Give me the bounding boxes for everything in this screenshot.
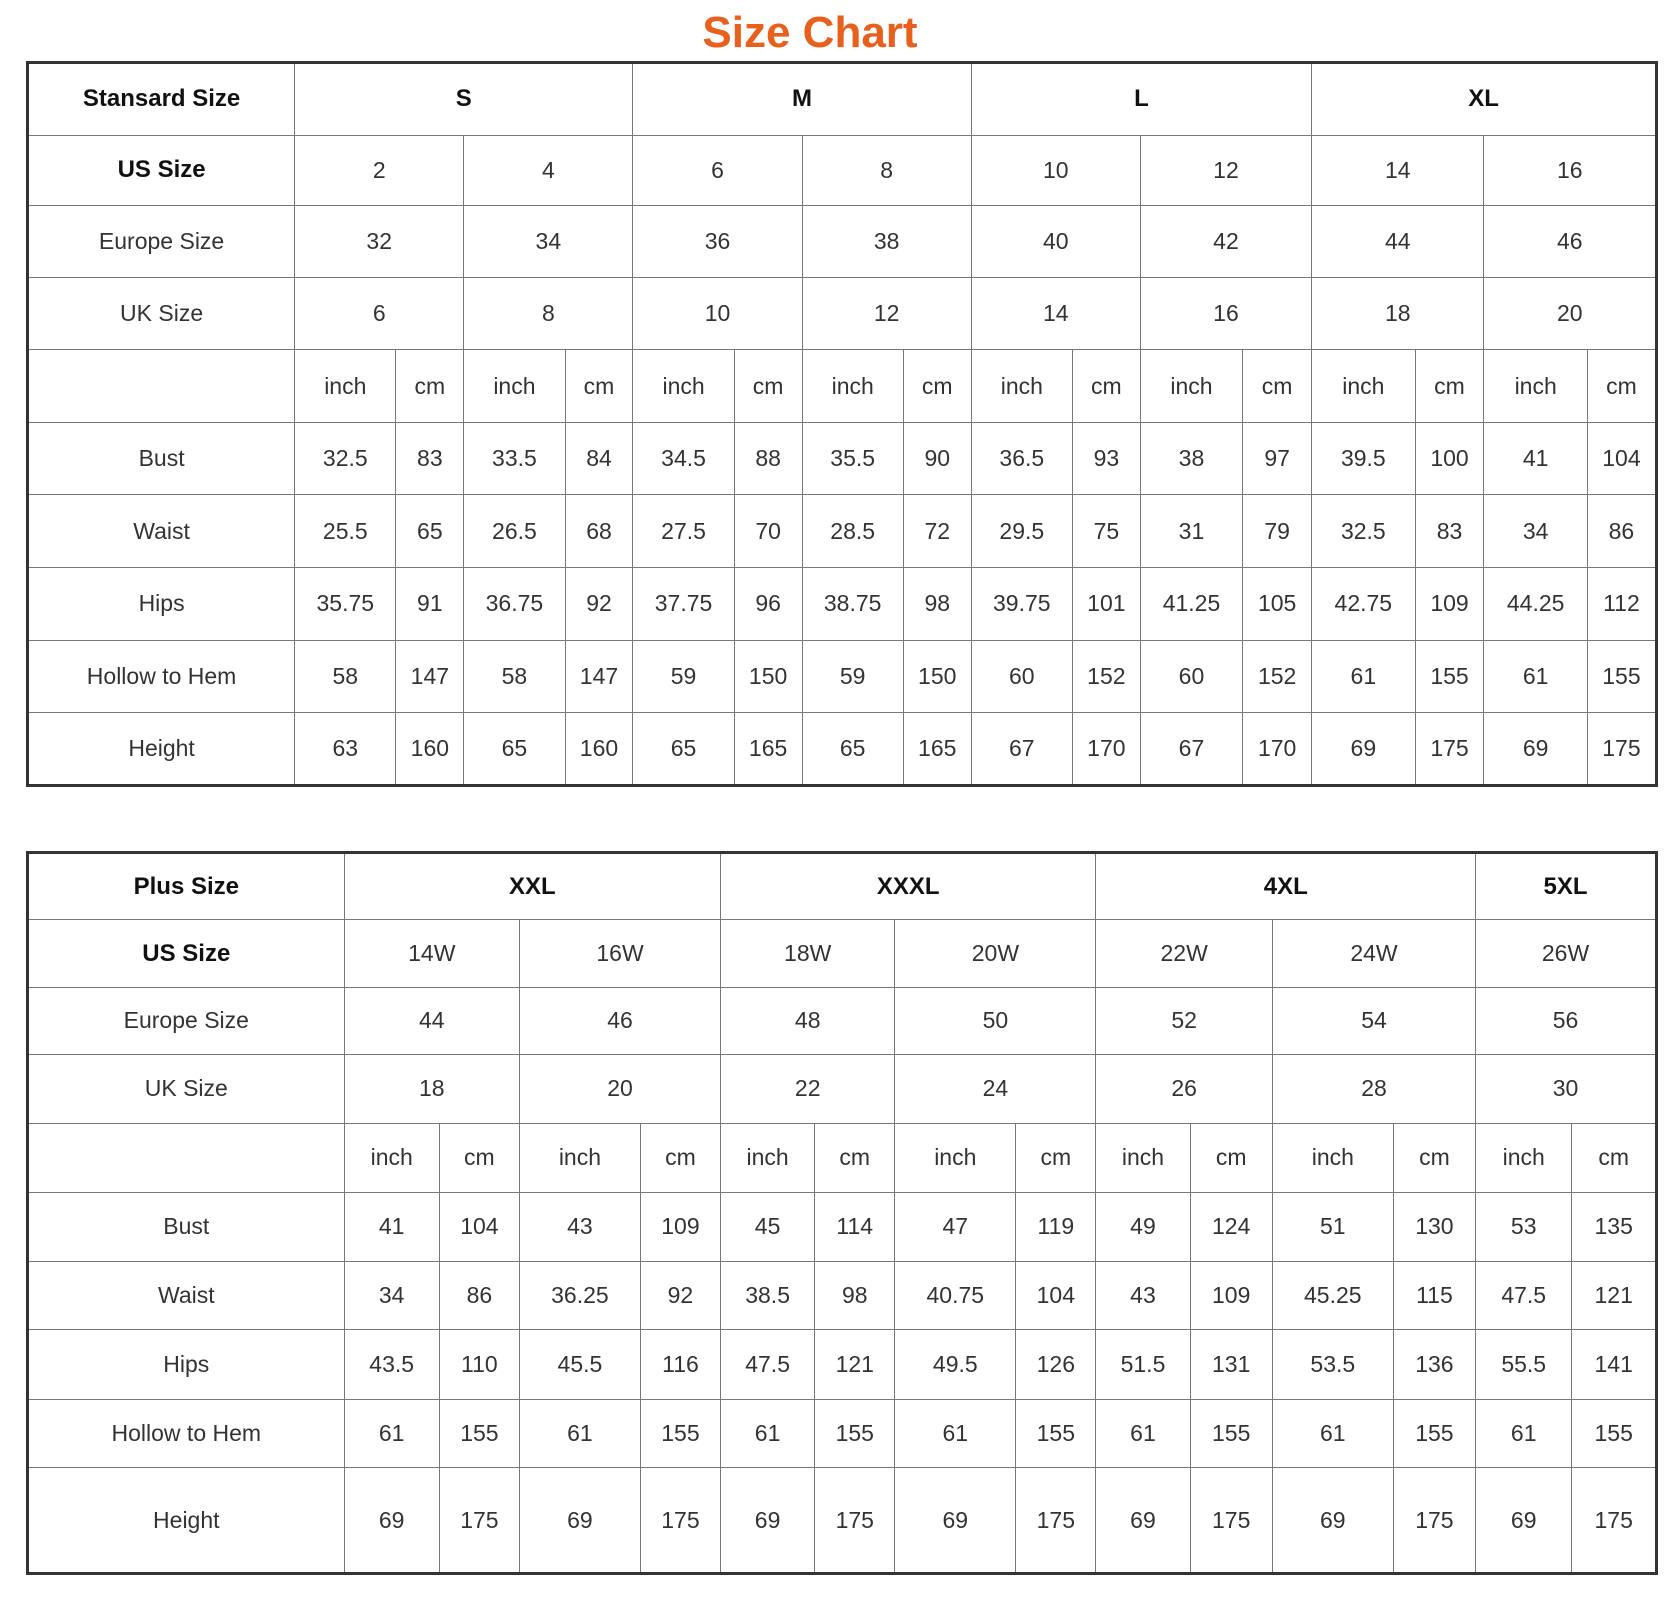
measurement-value: 165 <box>734 713 802 786</box>
unit-cm-cell: cm <box>903 350 971 423</box>
measurement-value: 155 <box>1587 640 1656 713</box>
measurement-value: 90 <box>903 422 971 495</box>
measurement-value: 101 <box>1072 568 1140 641</box>
measurement-value: 155 <box>1415 640 1484 713</box>
unit-inch-cell: inch <box>1476 1123 1572 1193</box>
measurement-value: 170 <box>1243 713 1312 786</box>
measurement-value: 150 <box>903 640 971 713</box>
measurement-value: 175 <box>439 1468 519 1574</box>
measurement-value: 69 <box>344 1468 439 1574</box>
size-cell: 26 <box>1096 1055 1272 1123</box>
size-group-header: S <box>295 63 633 136</box>
measurement-value: 33.5 <box>464 422 565 495</box>
size-cell: 24W <box>1272 920 1475 987</box>
size-cell: 18W <box>721 920 895 987</box>
measurement-value: 92 <box>565 568 633 641</box>
size-cell: 30 <box>1476 1055 1657 1123</box>
measurement-value: 65 <box>802 713 903 786</box>
measurement-value: 69 <box>519 1468 640 1574</box>
measurement-value: 147 <box>565 640 633 713</box>
unit-cm-cell: cm <box>734 350 802 423</box>
measurement-value: 135 <box>1572 1193 1657 1261</box>
measurement-value: 41.25 <box>1140 568 1242 641</box>
measurement-value: 60 <box>1140 640 1242 713</box>
measurement-value: 126 <box>1016 1330 1096 1400</box>
unit-inch-cell: inch <box>1312 350 1415 423</box>
measurement-value: 61 <box>1272 1399 1393 1467</box>
row-label: UK Size <box>28 1055 345 1123</box>
measurement-value: 63 <box>295 713 396 786</box>
measurement-value: 47.5 <box>1476 1261 1572 1329</box>
measurement-label: Bust <box>28 1193 345 1261</box>
size-cell: 50 <box>895 987 1096 1054</box>
measurement-row <box>28 1330 1657 1400</box>
measurement-value: 38 <box>1140 422 1242 495</box>
measurement-value: 79 <box>1243 495 1312 568</box>
measurement-value: 69 <box>895 1468 1016 1574</box>
size-cell: 12 <box>802 277 971 350</box>
measurement-value: 67 <box>971 713 1072 786</box>
measurement-value: 29.5 <box>971 495 1072 568</box>
measurement-value: 75 <box>1072 495 1140 568</box>
measurement-value: 58 <box>295 640 396 713</box>
measurement-value: 31 <box>1140 495 1242 568</box>
measurement-label: Hollow to Hem <box>28 640 295 713</box>
unit-inch-cell: inch <box>344 1123 439 1193</box>
measurement-label: Waist <box>28 495 295 568</box>
unit-cm-cell: cm <box>1415 350 1484 423</box>
measurement-value: 45.5 <box>519 1330 640 1400</box>
size-cell: 16 <box>1484 135 1657 205</box>
us-size-row <box>28 920 1657 987</box>
measurement-value: 175 <box>1587 713 1656 786</box>
size-cell: 8 <box>802 135 971 205</box>
unit-cm-cell: cm <box>1587 350 1656 423</box>
unit-cm-cell: cm <box>1572 1123 1657 1193</box>
size-cell: 54 <box>1272 987 1475 1054</box>
measurement-value: 155 <box>815 1399 895 1467</box>
us-size-row <box>28 135 1657 205</box>
size-cell: 20 <box>519 1055 720 1123</box>
size-cell: 48 <box>721 987 895 1054</box>
unit-inch-cell: inch <box>1484 350 1587 423</box>
measurement-value: 45.25 <box>1272 1261 1393 1329</box>
page-title: Size Chart <box>702 8 918 57</box>
measurement-value: 65 <box>633 713 734 786</box>
measurement-value: 92 <box>640 1261 720 1329</box>
measurement-value: 61 <box>895 1399 1016 1467</box>
size-cell: 22 <box>721 1055 895 1123</box>
measurement-value: 70 <box>734 495 802 568</box>
measurement-label: Height <box>28 1468 345 1574</box>
measurement-value: 175 <box>640 1468 720 1574</box>
unit-inch-cell: inch <box>464 350 565 423</box>
measurement-value: 104 <box>439 1193 519 1261</box>
measurement-value: 55.5 <box>1476 1330 1572 1400</box>
measurement-value: 69 <box>1096 1468 1190 1574</box>
measurement-value: 43 <box>519 1193 640 1261</box>
measurement-row <box>28 1261 1657 1329</box>
measurement-value: 121 <box>815 1330 895 1400</box>
measurement-value: 155 <box>1190 1399 1272 1467</box>
measurement-value: 131 <box>1190 1330 1272 1400</box>
measurement-value: 175 <box>1190 1468 1272 1574</box>
size-group-header: XXXL <box>721 853 1096 920</box>
measurement-value: 155 <box>1016 1399 1096 1467</box>
measurement-value: 175 <box>1016 1468 1096 1574</box>
size-cell: 28 <box>1272 1055 1475 1123</box>
measurement-label: Bust <box>28 422 295 495</box>
measurement-value: 110 <box>439 1330 519 1400</box>
measurement-value: 61 <box>344 1399 439 1467</box>
measurement-value: 160 <box>396 713 464 786</box>
size-cell: 40 <box>971 206 1140 278</box>
plus-size-table <box>26 851 1658 1575</box>
measurement-value: 34.5 <box>633 422 734 495</box>
measurement-label: Hollow to Hem <box>28 1399 345 1467</box>
measurement-value: 53.5 <box>1272 1330 1393 1400</box>
unit-cm-cell: cm <box>1016 1123 1096 1193</box>
size-cell: 18 <box>344 1055 519 1123</box>
measurement-value: 69 <box>1312 713 1415 786</box>
size-cell: 38 <box>802 206 971 278</box>
unit-inch-cell: inch <box>971 350 1072 423</box>
size-cell: 26W <box>1476 920 1657 987</box>
unit-cm-cell: cm <box>439 1123 519 1193</box>
size-group-header: 4XL <box>1096 853 1476 920</box>
measurement-value: 152 <box>1072 640 1140 713</box>
measurement-value: 68 <box>565 495 633 568</box>
standard-size-table <box>26 61 1658 787</box>
measurement-value: 38.75 <box>802 568 903 641</box>
measurement-value: 37.75 <box>633 568 734 641</box>
unit-cm-cell: cm <box>1393 1123 1475 1193</box>
size-group-header: 5XL <box>1476 853 1657 920</box>
measurement-value: 86 <box>439 1261 519 1329</box>
size-cell: 44 <box>344 987 519 1054</box>
measurement-row <box>28 713 1657 786</box>
measurement-value: 61 <box>1484 640 1587 713</box>
europe-size-row <box>28 206 1657 278</box>
unit-cm-cell: cm <box>565 350 633 423</box>
measurement-value: 49.5 <box>895 1330 1016 1400</box>
unit-inch-cell: inch <box>895 1123 1016 1193</box>
measurement-value: 83 <box>396 422 464 495</box>
row-label: US Size <box>28 135 295 205</box>
size-group-header: XXL <box>344 853 720 920</box>
measurement-value: 36.75 <box>464 568 565 641</box>
measurement-value: 141 <box>1572 1330 1657 1400</box>
measurement-value: 39.5 <box>1312 422 1415 495</box>
europe-size-row <box>28 987 1657 1054</box>
size-cell: 8 <box>464 277 633 350</box>
unit-cm-cell: cm <box>1243 350 1312 423</box>
table-header-label: Stansard Size <box>28 63 295 136</box>
measurement-value: 72 <box>903 495 971 568</box>
size-cell: 20W <box>895 920 1096 987</box>
size-cell: 44 <box>1312 206 1484 278</box>
measurement-value: 104 <box>1016 1261 1096 1329</box>
measurement-value: 32.5 <box>1312 495 1415 568</box>
measurement-value: 44.25 <box>1484 568 1587 641</box>
measurement-value: 175 <box>1572 1468 1657 1574</box>
measurement-value: 160 <box>565 713 633 786</box>
measurement-value: 124 <box>1190 1193 1272 1261</box>
measurement-value: 41 <box>1484 422 1587 495</box>
unit-row <box>28 1123 1657 1193</box>
measurement-value: 47 <box>895 1193 1016 1261</box>
unit-inch-cell: inch <box>1140 350 1242 423</box>
measurement-value: 175 <box>815 1468 895 1574</box>
size-cell: 32 <box>295 206 464 278</box>
measurement-value: 98 <box>903 568 971 641</box>
measurement-value: 147 <box>396 640 464 713</box>
unit-row <box>28 350 1657 423</box>
unit-inch-cell: inch <box>721 1123 815 1193</box>
unit-row-label <box>28 1123 345 1193</box>
size-cell: 16 <box>1140 277 1311 350</box>
measurement-value: 43 <box>1096 1261 1190 1329</box>
size-cell: 52 <box>1096 987 1272 1054</box>
measurement-value: 155 <box>439 1399 519 1467</box>
measurement-value: 155 <box>640 1399 720 1467</box>
measurement-row <box>28 1468 1657 1574</box>
size-cell: 46 <box>519 987 720 1054</box>
measurement-value: 27.5 <box>633 495 734 568</box>
row-label: Europe Size <box>28 987 345 1054</box>
measurement-value: 109 <box>1190 1261 1272 1329</box>
measurement-value: 61 <box>1476 1399 1572 1467</box>
row-label: Europe Size <box>28 206 295 278</box>
measurement-value: 34 <box>1484 495 1587 568</box>
measurement-value: 25.5 <box>295 495 396 568</box>
measurement-value: 84 <box>565 422 633 495</box>
size-group-header: XL <box>1312 63 1657 136</box>
size-cell: 36 <box>633 206 802 278</box>
size-cell: 4 <box>464 135 633 205</box>
table-header-row <box>28 853 1657 920</box>
measurement-value: 152 <box>1243 640 1312 713</box>
measurement-value: 69 <box>1476 1468 1572 1574</box>
row-label: US Size <box>28 920 345 987</box>
measurement-value: 61 <box>1096 1399 1190 1467</box>
measurement-row <box>28 640 1657 713</box>
measurement-value: 150 <box>734 640 802 713</box>
measurement-row <box>28 1193 1657 1261</box>
measurement-label: Waist <box>28 1261 345 1329</box>
uk-size-row <box>28 1055 1657 1123</box>
unit-cm-cell: cm <box>640 1123 720 1193</box>
measurement-value: 114 <box>815 1193 895 1261</box>
measurement-value: 112 <box>1587 568 1656 641</box>
measurement-value: 39.75 <box>971 568 1072 641</box>
measurement-value: 116 <box>640 1330 720 1400</box>
measurement-value: 155 <box>1393 1399 1475 1467</box>
unit-cm-cell: cm <box>396 350 464 423</box>
measurement-value: 96 <box>734 568 802 641</box>
measurement-value: 170 <box>1072 713 1140 786</box>
size-group-header: M <box>633 63 971 136</box>
measurement-value: 121 <box>1572 1261 1657 1329</box>
unit-cm-cell: cm <box>815 1123 895 1193</box>
measurement-value: 38.5 <box>721 1261 815 1329</box>
size-cell: 6 <box>295 277 464 350</box>
measurement-row <box>28 568 1657 641</box>
measurement-value: 136 <box>1393 1330 1475 1400</box>
measurement-value: 69 <box>1484 713 1587 786</box>
measurement-value: 86 <box>1587 495 1656 568</box>
unit-inch-cell: inch <box>802 350 903 423</box>
measurement-value: 97 <box>1243 422 1312 495</box>
measurement-value: 130 <box>1393 1193 1475 1261</box>
size-cell: 56 <box>1476 987 1657 1054</box>
size-cell: 20 <box>1484 277 1657 350</box>
measurement-value: 155 <box>1572 1399 1657 1467</box>
measurement-value: 109 <box>1415 568 1484 641</box>
measurement-value: 93 <box>1072 422 1140 495</box>
size-cell: 42 <box>1140 206 1311 278</box>
measurement-value: 109 <box>640 1193 720 1261</box>
measurement-value: 60 <box>971 640 1072 713</box>
measurement-value: 165 <box>903 713 971 786</box>
unit-row-label <box>28 350 295 423</box>
measurement-value: 26.5 <box>464 495 565 568</box>
size-cell: 6 <box>633 135 802 205</box>
measurement-value: 105 <box>1243 568 1312 641</box>
unit-inch-cell: inch <box>1096 1123 1190 1193</box>
measurement-value: 36.5 <box>971 422 1072 495</box>
measurement-value: 115 <box>1393 1261 1475 1329</box>
measurement-value: 53 <box>1476 1193 1572 1261</box>
measurement-value: 40.75 <box>895 1261 1016 1329</box>
measurement-value: 36.25 <box>519 1261 640 1329</box>
unit-inch-cell: inch <box>519 1123 640 1193</box>
measurement-value: 88 <box>734 422 802 495</box>
measurement-value: 61 <box>519 1399 640 1467</box>
unit-inch-cell: inch <box>633 350 734 423</box>
uk-size-row <box>28 277 1657 350</box>
measurement-value: 41 <box>344 1193 439 1261</box>
measurement-value: 51.5 <box>1096 1330 1190 1400</box>
measurement-value: 43.5 <box>344 1330 439 1400</box>
measurement-value: 175 <box>1415 713 1484 786</box>
size-cell: 18 <box>1312 277 1484 350</box>
size-cell: 2 <box>295 135 464 205</box>
size-cell: 16W <box>519 920 720 987</box>
size-cell: 34 <box>464 206 633 278</box>
measurement-value: 91 <box>396 568 464 641</box>
unit-cm-cell: cm <box>1190 1123 1272 1193</box>
measurement-value: 35.75 <box>295 568 396 641</box>
size-cell: 10 <box>633 277 802 350</box>
measurement-value: 59 <box>633 640 734 713</box>
size-cell: 12 <box>1140 135 1311 205</box>
size-group-header: L <box>971 63 1311 136</box>
measurement-row <box>28 1399 1657 1467</box>
measurement-value: 58 <box>464 640 565 713</box>
size-cell: 22W <box>1096 920 1272 987</box>
unit-inch-cell: inch <box>1272 1123 1393 1193</box>
measurement-value: 47.5 <box>721 1330 815 1400</box>
measurement-value: 42.75 <box>1312 568 1415 641</box>
measurement-value: 83 <box>1415 495 1484 568</box>
measurement-value: 65 <box>396 495 464 568</box>
size-cell: 14W <box>344 920 519 987</box>
measurement-value: 61 <box>721 1399 815 1467</box>
measurement-value: 65 <box>464 713 565 786</box>
measurement-value: 59 <box>802 640 903 713</box>
unit-cm-cell: cm <box>1072 350 1140 423</box>
measurement-value: 69 <box>1272 1468 1393 1574</box>
measurement-row <box>28 495 1657 568</box>
unit-inch-cell: inch <box>295 350 396 423</box>
measurement-value: 32.5 <box>295 422 396 495</box>
measurement-value: 104 <box>1587 422 1656 495</box>
measurement-value: 45 <box>721 1193 815 1261</box>
measurement-value: 61 <box>1312 640 1415 713</box>
measurement-value: 119 <box>1016 1193 1096 1261</box>
size-cell: 14 <box>971 277 1140 350</box>
size-cell: 24 <box>895 1055 1096 1123</box>
row-label: UK Size <box>28 277 295 350</box>
measurement-label: Hips <box>28 568 295 641</box>
measurement-value: 34 <box>344 1261 439 1329</box>
measurement-value: 35.5 <box>802 422 903 495</box>
measurement-label: Hips <box>28 1330 345 1400</box>
size-cell: 14 <box>1312 135 1484 205</box>
table-header-label: Plus Size <box>28 853 345 920</box>
measurement-value: 100 <box>1415 422 1484 495</box>
measurement-value: 67 <box>1140 713 1242 786</box>
measurement-label: Height <box>28 713 295 786</box>
measurement-value: 175 <box>1393 1468 1475 1574</box>
measurement-value: 51 <box>1272 1193 1393 1261</box>
measurement-value: 69 <box>721 1468 815 1574</box>
size-cell: 10 <box>971 135 1140 205</box>
measurement-value: 28.5 <box>802 495 903 568</box>
measurement-row <box>28 422 1657 495</box>
size-cell: 46 <box>1484 206 1657 278</box>
measurement-value: 98 <box>815 1261 895 1329</box>
measurement-value: 49 <box>1096 1193 1190 1261</box>
table-header-row <box>28 63 1657 136</box>
